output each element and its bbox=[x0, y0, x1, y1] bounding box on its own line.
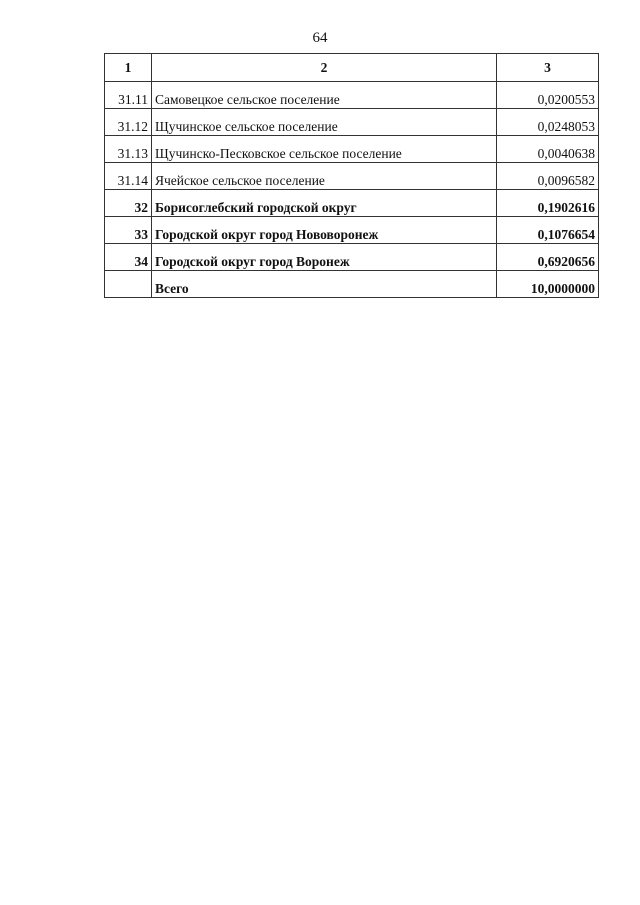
table-row bbox=[105, 217, 599, 244]
row-number: 31.12 bbox=[105, 109, 152, 136]
table-row bbox=[105, 136, 599, 163]
row-name: Борисоглебский городской округ bbox=[151, 190, 496, 217]
row-number: 31.13 bbox=[105, 136, 152, 163]
total-value: 10,0000000 bbox=[497, 271, 599, 298]
row-value: 0,1902616 bbox=[497, 190, 599, 217]
table-header-row bbox=[105, 54, 599, 82]
total-label: Всего bbox=[151, 271, 496, 298]
row-number: 33 bbox=[105, 217, 152, 244]
data-table bbox=[104, 53, 599, 298]
row-value: 0,0248053 bbox=[497, 109, 599, 136]
row-number: 31.14 bbox=[105, 163, 152, 190]
row-name: Городской округ город Воронеж bbox=[151, 244, 496, 271]
table-row bbox=[105, 163, 599, 190]
header-col-2: 2 bbox=[151, 54, 496, 82]
page-number: 64 bbox=[312, 30, 328, 46]
row-name: Ячейское сельское поселение bbox=[151, 163, 496, 190]
row-value: 0,0200553 bbox=[497, 82, 599, 109]
row-value: 0,1076654 bbox=[497, 217, 599, 244]
total-row bbox=[105, 271, 599, 298]
row-name: Городской округ город Нововоронеж bbox=[151, 217, 496, 244]
row-name: Самовецкое сельское поселение bbox=[151, 82, 496, 109]
table-row bbox=[105, 190, 599, 217]
table-row bbox=[105, 109, 599, 136]
row-number bbox=[105, 271, 152, 298]
table-row bbox=[105, 244, 599, 271]
header-col-1: 1 bbox=[105, 54, 152, 82]
row-value: 0,0040638 bbox=[497, 136, 599, 163]
row-value: 0,0096582 bbox=[497, 163, 599, 190]
row-name: Щучинско-Песковское сельское поселение bbox=[151, 136, 496, 163]
table-row bbox=[105, 82, 599, 109]
row-value: 0,6920656 bbox=[497, 244, 599, 271]
row-number: 32 bbox=[105, 190, 152, 217]
header-col-3: 3 bbox=[497, 54, 599, 82]
row-number: 31.11 bbox=[105, 82, 152, 109]
row-number: 34 bbox=[105, 244, 152, 271]
row-name: Щучинское сельское поселение bbox=[151, 109, 496, 136]
